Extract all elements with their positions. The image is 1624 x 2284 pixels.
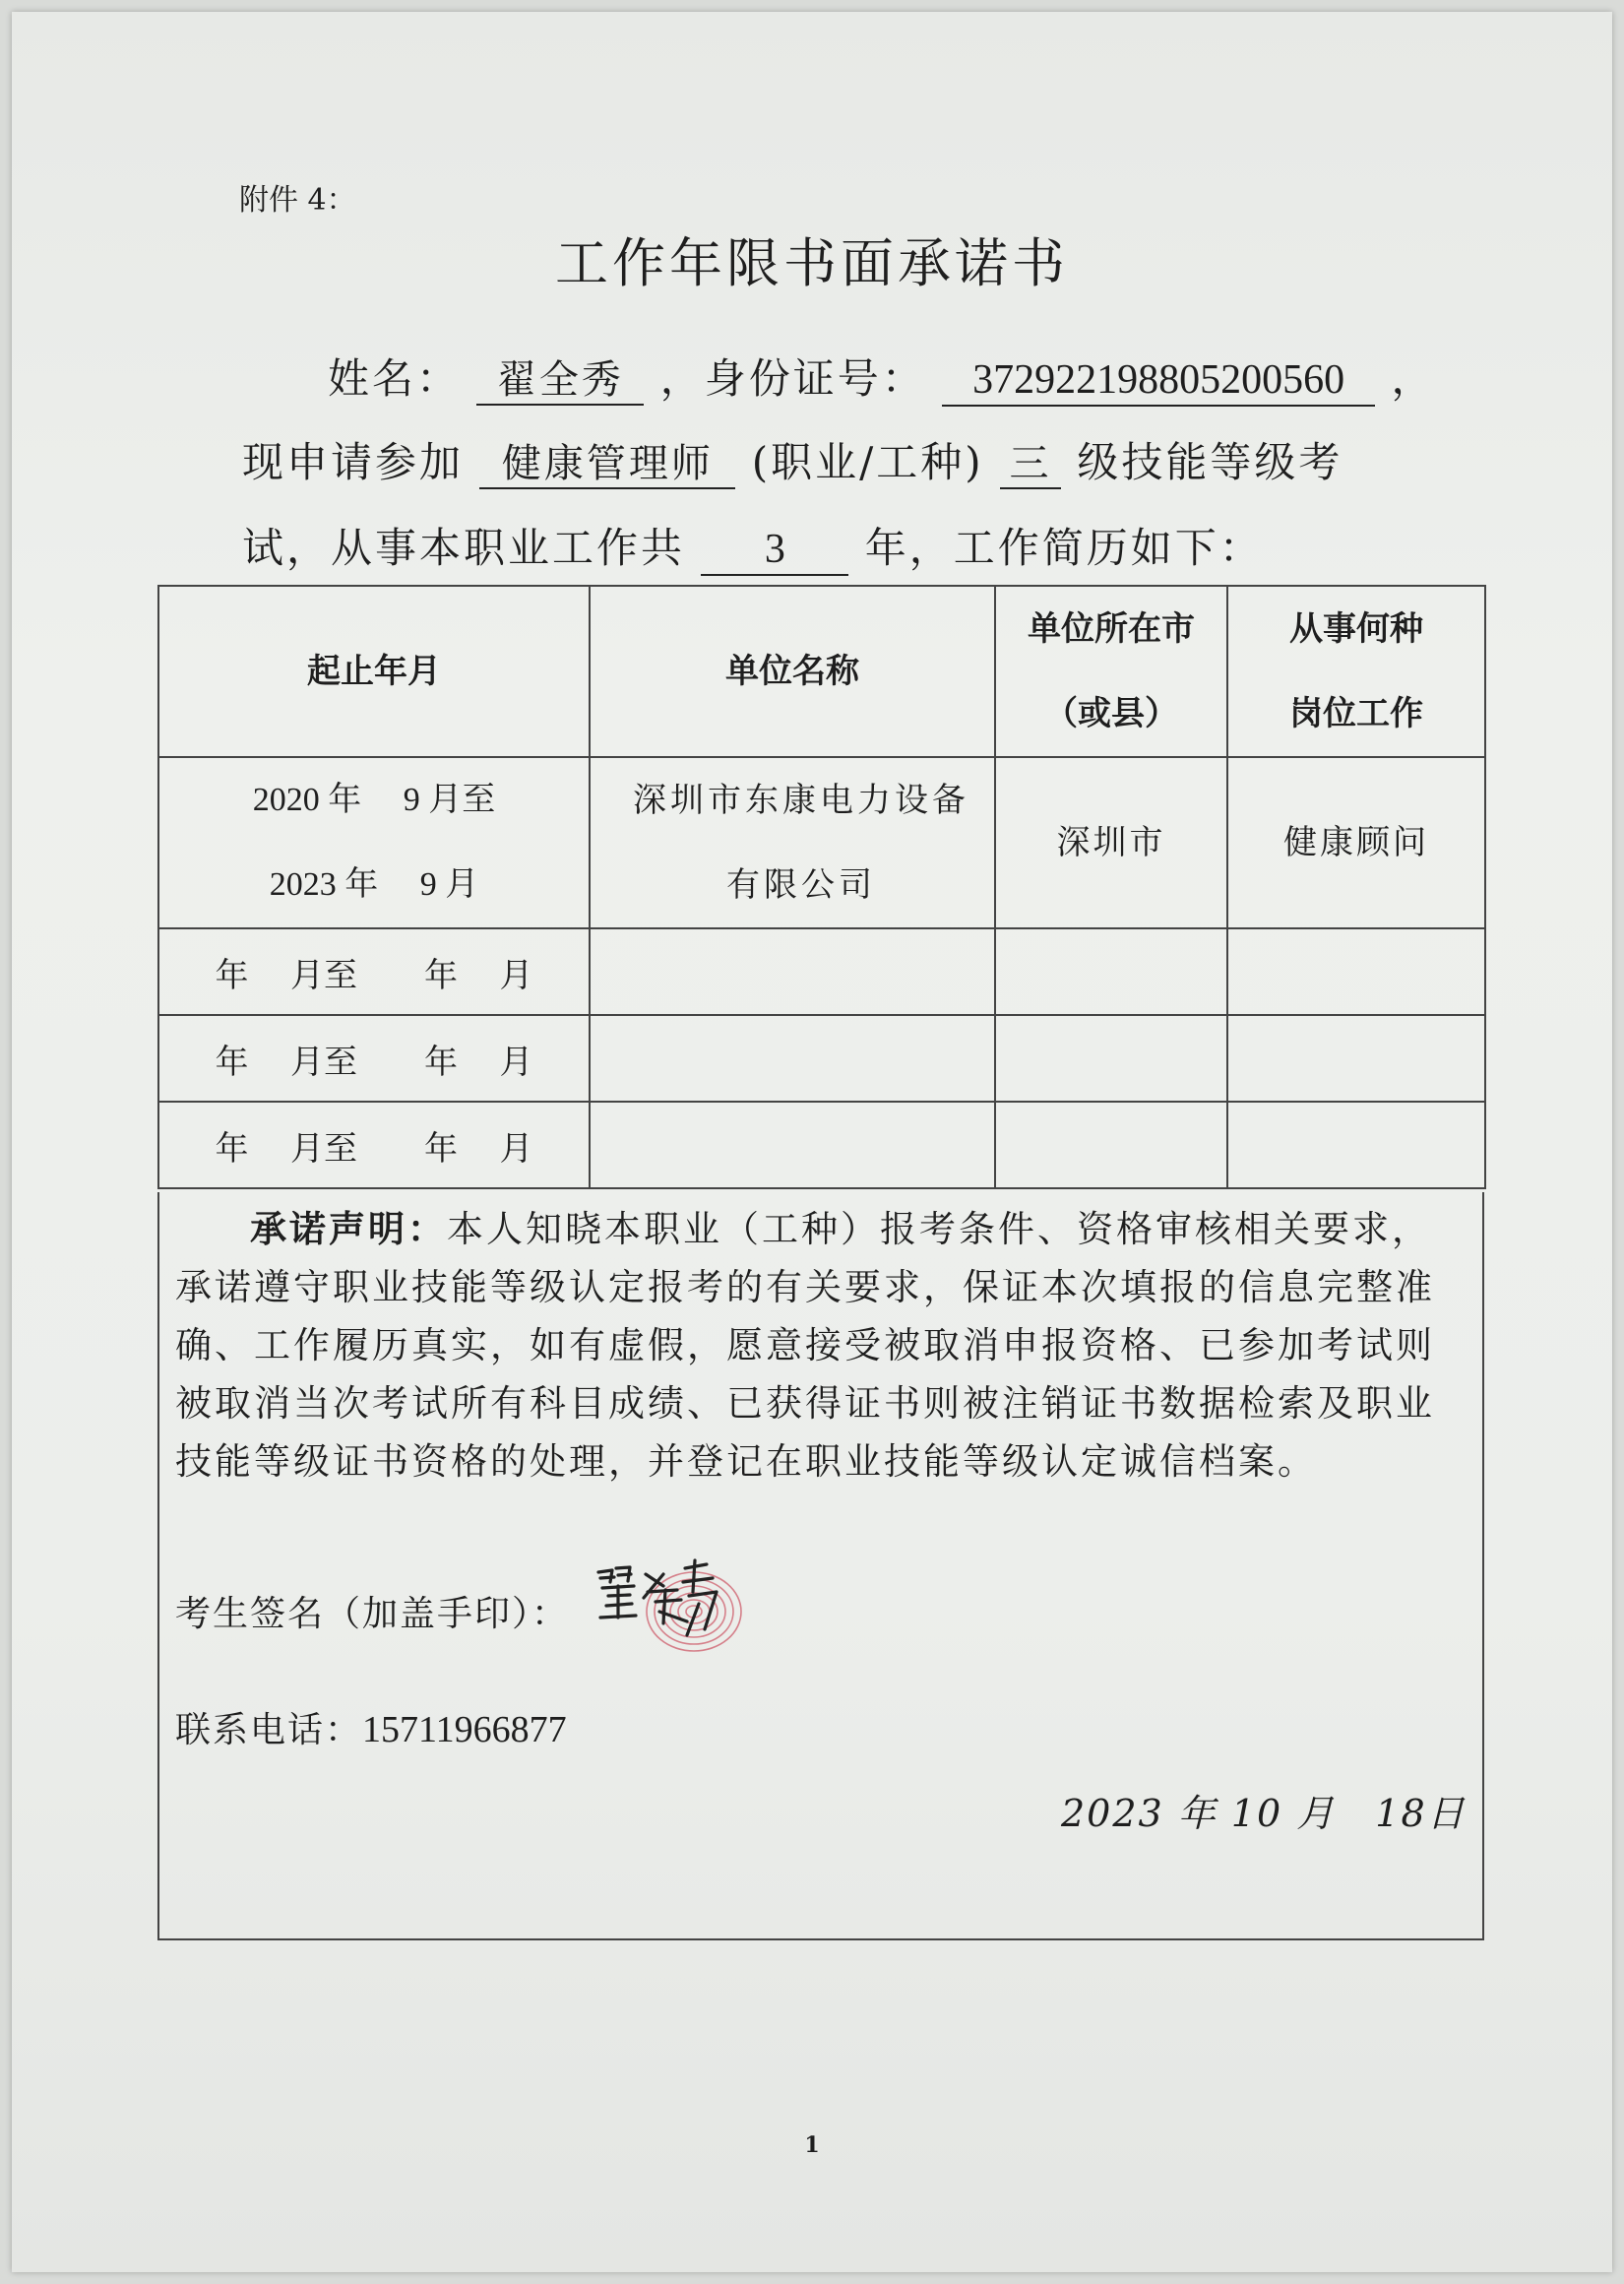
row2-post [1227, 928, 1485, 1015]
intro-line-3 [242, 516, 1264, 576]
id-number-value: 372922198805200560 [942, 357, 1375, 407]
pledge-statement [175, 1200, 1467, 1491]
signed-date: 2023 年 10 月 18日 [1061, 1792, 1467, 1835]
occupation-suffix: (职业/工种) [751, 438, 984, 486]
table-row [158, 1102, 1485, 1188]
row3-city [995, 1015, 1227, 1102]
table-row [158, 928, 1485, 1015]
row3-unit [590, 1015, 995, 1102]
name-value: 翟全秀 [476, 358, 644, 406]
row4-post [1227, 1102, 1485, 1188]
row1-period [158, 757, 590, 928]
row4-period: 年 月至 年 月 [158, 1102, 590, 1188]
pledge-section [157, 1192, 1484, 1940]
intro-line-2 [242, 430, 1343, 489]
row3-period: 年 月至 年 月 [158, 1015, 590, 1102]
phone-value: 15711966877 [362, 1709, 567, 1750]
header-post [1227, 586, 1485, 757]
id-label: ，身份证号： [659, 354, 926, 403]
page-title: 工作年限书面承诺书 [555, 232, 1069, 294]
phone-line [175, 1702, 567, 1752]
header-period: 起止年月 [158, 586, 590, 757]
id-suffix: ， [1391, 354, 1436, 403]
row2-city [995, 928, 1227, 1015]
row2-period: 年 月至 年 月 [158, 928, 590, 1015]
table-row [158, 757, 1485, 928]
occupation-value: 健康管理师 [479, 442, 735, 489]
row4-city [995, 1102, 1227, 1188]
header-city-line1: 单位所在市 [1028, 609, 1195, 649]
row3-post [1227, 1015, 1485, 1102]
pledge-label: 承诺声明： [250, 1208, 447, 1250]
years-value: 3 [701, 527, 848, 576]
row1-post: 健康顾问 [1227, 757, 1485, 928]
level-suffix: 级技能等级考 [1077, 438, 1343, 486]
row1-unit-line1: 深圳市东康电力设备 [633, 781, 969, 820]
table-row [158, 1015, 1485, 1102]
work-history-table [157, 585, 1486, 1189]
pledge-text: 本人知晓本职业（工种）报考条件、资格审核相关要求，承诺遵守职业技能等级认定报考的有关要求，保证本次填报的信息完整准确、工作履历真实，如有虚假，愿意接受被取消申报资格、已参加考试则被取消当次考试所有科目成绩、已获得证书则被注销证书数据检索及职业技能等级证书资格的处理，并登记在职业技能等级认定诚信档案。 [175, 1208, 1435, 1483]
row1-city: 深圳市 [995, 757, 1227, 928]
row2-unit [590, 928, 995, 1015]
name-label: 姓名： [328, 354, 462, 403]
phone-label: 联系电话： [175, 1710, 363, 1750]
years-suffix: 年，工作简历如下： [864, 524, 1264, 572]
header-post-line2: 岗位工作 [1289, 694, 1423, 733]
attachment-label: 附件 4： [239, 183, 356, 218]
page-number: 1 [804, 2132, 820, 2158]
intro-line-1 [328, 347, 1435, 407]
row1-start: 2020 年 9 月至 [252, 782, 496, 818]
row1-end: 2023 年 9 月 [269, 866, 479, 903]
header-unit: 单位名称 [590, 586, 995, 757]
header-city [995, 586, 1227, 757]
header-city-line2: （或县） [1044, 694, 1178, 733]
table-header-row [158, 586, 1485, 757]
signature-fingerprint-image [591, 1553, 768, 1661]
years-prefix: 试，从事本职业工作共 [242, 524, 686, 572]
level-value: 三 [1000, 442, 1061, 489]
row1-unit-line2: 有限公司 [726, 865, 876, 905]
row4-unit [590, 1102, 995, 1188]
signature-label: 考生签名（加盖手印）： [175, 1594, 570, 1634]
row1-unit [590, 757, 995, 928]
apply-label: 现申请参加 [242, 438, 465, 486]
header-post-line1: 从事何种 [1289, 609, 1423, 649]
